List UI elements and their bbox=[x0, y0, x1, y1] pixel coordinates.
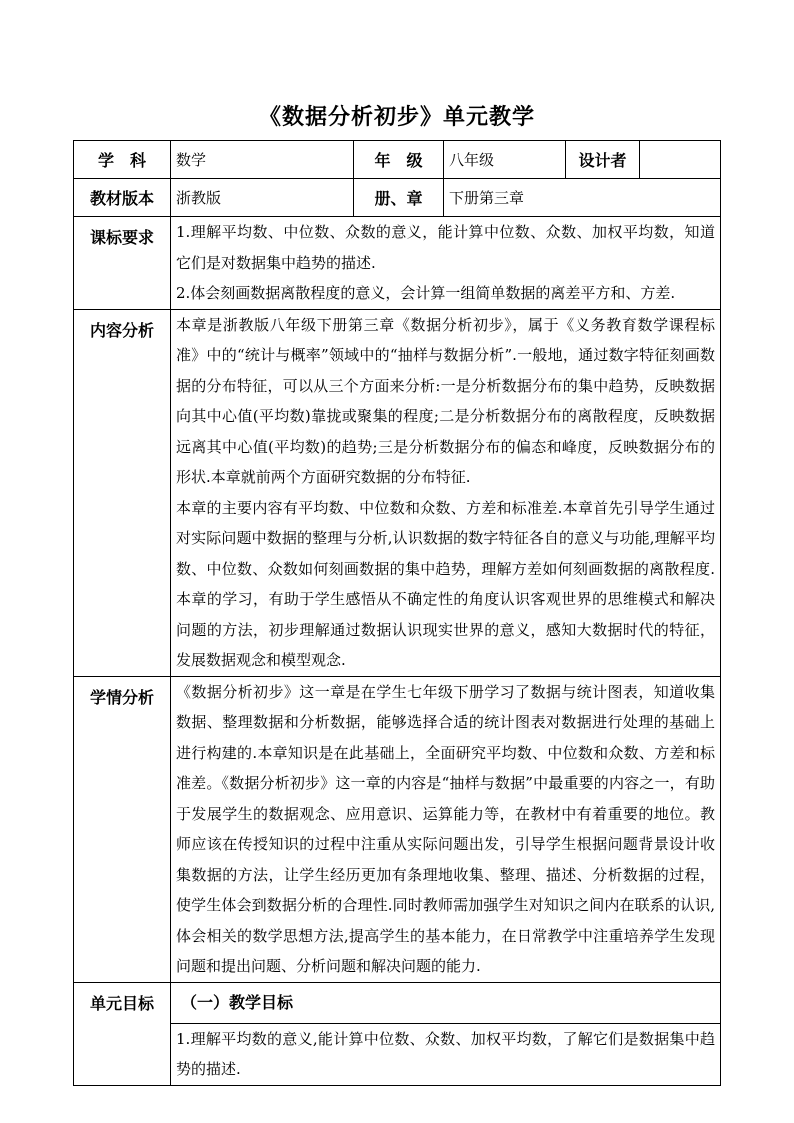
grade-label: 年 级 bbox=[354, 141, 444, 179]
content-analysis-content bbox=[171, 309, 721, 676]
designer-label: 设计者 bbox=[566, 141, 640, 179]
standards-label: 课标要求 bbox=[74, 217, 171, 310]
edition-value: 浙教版 bbox=[171, 179, 354, 217]
content-analysis-row bbox=[74, 309, 721, 676]
student-analysis-content bbox=[171, 676, 721, 982]
content-analysis-paragraph-1: 本章是浙教版八年级下册第三章《数据分析初步》，属于《义务教育数学课程标准》中的“统计与概率”领域中的“抽样与数据分析”.一般地，通过数字特征刻画数据的分布特征，可以从三个方面来分析:一是分析数据分布的集中趋势，反映数据向其中心值(平均数)靠拢或聚集的程度;二是分析数据分布的离散程度，反映数据远离其中心值(平均数)的趋势;三是分析数据分布的偏态和峰度，反映数据分布的形状.本章就前两个方面研究数据的分布特征. bbox=[176, 315, 715, 486]
standards-item-2: 2.体会刻画数据离散程度的意义，会计算一组简单数据的离差平方和、方差. bbox=[176, 284, 676, 302]
designer-value bbox=[640, 141, 721, 179]
standards-content bbox=[171, 217, 721, 310]
student-analysis-row bbox=[74, 676, 721, 982]
content-analysis-label: 内容分析 bbox=[74, 309, 171, 676]
document-title: 《数据分析初步》单元教学 bbox=[258, 104, 535, 130]
subject-label: 学 科 bbox=[74, 141, 171, 179]
info-row-edition bbox=[74, 179, 721, 217]
chapter-label: 册、章 bbox=[354, 179, 444, 217]
unit-goals-subheading: （一）教学目标 bbox=[171, 982, 721, 1023]
student-analysis-label: 学情分析 bbox=[74, 676, 171, 982]
info-row-subject bbox=[74, 141, 721, 179]
content-analysis-paragraph-2: 本章的主要内容有平均数、中位数和众数、方差和标准差.本章首先引导学生通过对实际问题中数据的整理与分析,认识数据的数字特征各自的意义与功能,理解平均数、中位数、众数如何刻画数据的集中趋势，理解方差如何刻画数据的离散程度.本章的学习，有助于学生感悟从不确定性的角度认识客观世界的思维模式和解决问题的方法，初步理解通过数据认识现实世界的意义，感知大数据时代的特征，发展数据观念和模型观念. bbox=[176, 498, 715, 669]
unit-goals-label: 单元目标 bbox=[74, 982, 171, 1085]
chapter-value: 下册第三章 bbox=[444, 179, 721, 217]
subject-value: 数学 bbox=[171, 141, 354, 179]
standards-row bbox=[74, 217, 721, 310]
unit-goals-item-1: 1.理解平均数的意义,能计算中位数、众数、加权平均数，了解它们是数据集中趋势的描述. bbox=[171, 1023, 721, 1085]
edition-label: 教材版本 bbox=[74, 179, 171, 217]
unit-goals-item-row bbox=[74, 1023, 721, 1085]
lesson-plan-table bbox=[73, 140, 721, 1086]
unit-goals-row bbox=[74, 982, 721, 1023]
standards-item-1: 1.理解平均数、中位数、众数的意义，能计算中位数、众数、加权平均数，知道它们是对数据集中趋势的描述. bbox=[176, 223, 715, 272]
grade-value: 八年级 bbox=[444, 141, 566, 179]
student-analysis-paragraph: 《数据分析初步》这一章是在学生七年级下册学习了数据与统计图表，知道收集数据、整理数据和分析数据，能够选择合适的统计图表对数据进行处理的基础上进行构建的.本章知识是在此基础上，全面研究平均数、中位数和众数、方差和标准差。《数据分析初步》这一章的内容是“抽样与数据”中最重要的内容之一，有助于发展学生的数据观念、应用意识、运算能力等，在教材中有着重要的地位。教师应该在传授知识的过程中注重从实际问题出发，引导学生根据问题背景设计收集数据的方法，让学生经历更加有条理地收集、整理、描述、分析数据的过程，使学生体会到数据分析的合理性.同时教师需加强学生对知识之间内在联系的认识,体会相关的数学思想方法,提高学生的基本能力，在日常教学中注重培养学生发现问题和提出问题、分析问题和解决问题的能力. bbox=[176, 682, 715, 975]
